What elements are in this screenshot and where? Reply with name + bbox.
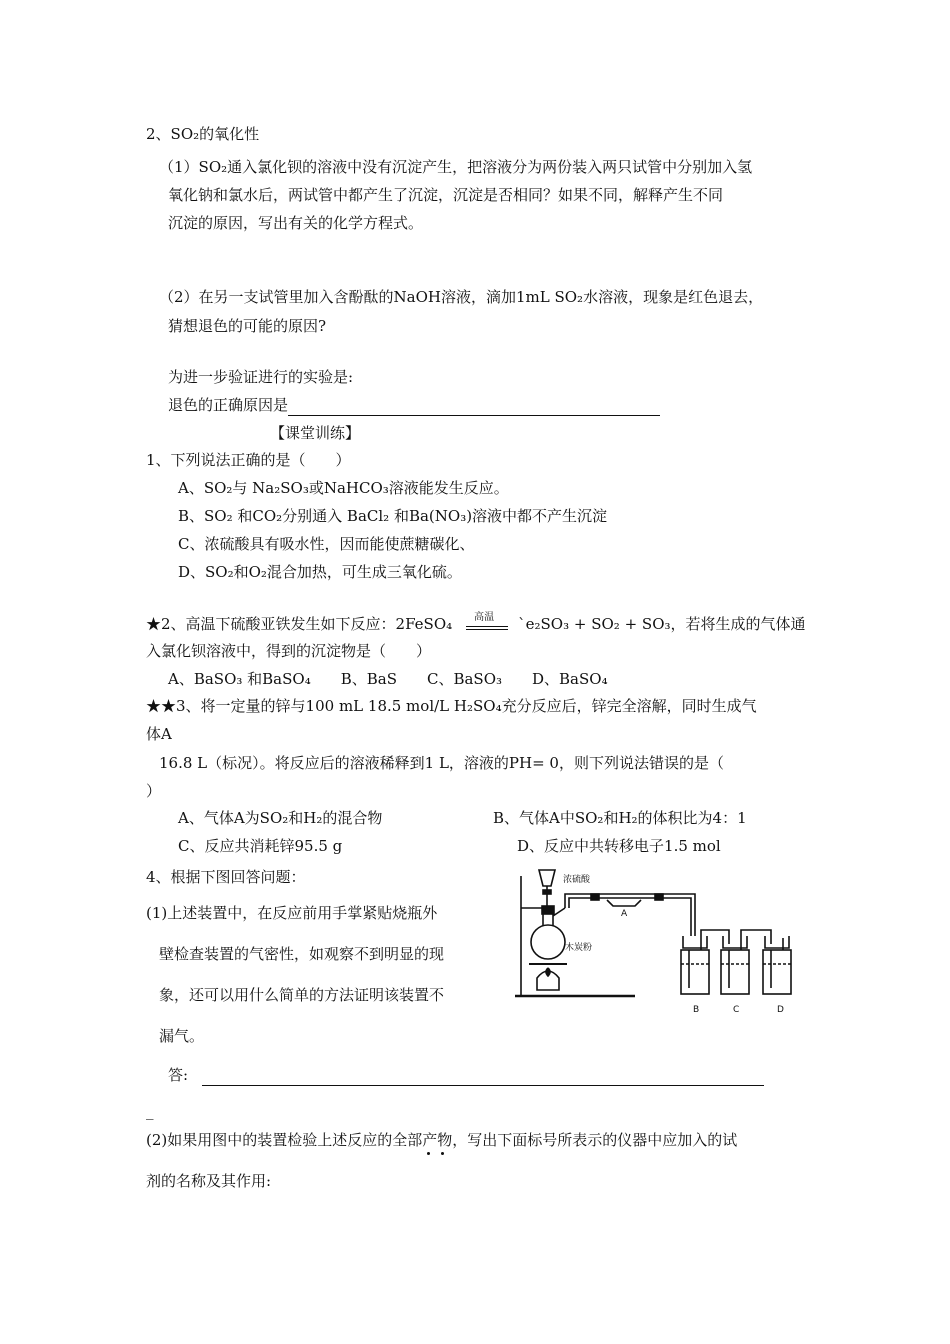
q2-reason-label: 退色的正确原因是 [168, 396, 289, 414]
q1-line-2: 氧化钠和氯水后，两试管中都产生了沉淀，沉淀是否相同？如果不同，解释产生不同 [168, 186, 724, 204]
t1-option-d: D、SO₂和O₂混合加热，可生成三氧化硫。 [178, 563, 462, 581]
label-c: C [733, 1005, 740, 1015]
q2-reason-blank[interactable] [288, 397, 660, 416]
t1-option-a: A、SO₂与 Na₂SO₃或NaHCO₃溶液能发生反应。 [178, 479, 509, 497]
round-bottom-flask [531, 906, 565, 959]
separatory-funnel [539, 870, 555, 910]
t4-p1-line-1: (1)上述装置中，在反应前用手掌紧贴烧瓶外 [146, 904, 438, 922]
t3-line-3: 16.8 L（标况）。将反应后的溶液稀释到1 L，溶液的PH= 0，则下列说法错误的是（ [159, 754, 724, 772]
alcohol-lamp [529, 964, 567, 990]
t4-p2-line-1: (2)如果用图中的装置检验上述反应的全部产物，写出下面标号所表示的仪器中应加入的试 [146, 1131, 738, 1149]
condition-label: 高温 [474, 612, 495, 623]
label-acid: 浓硫酸 [563, 875, 591, 885]
t2-stem-line-1 [146, 613, 806, 635]
apparatus-diagram [515, 868, 811, 1018]
section-title: 2、SO₂的氧化性 [146, 125, 260, 143]
answer-blank[interactable] [202, 1067, 764, 1086]
t1-option-b: B、SO₂ 和CO₂分别通入 BaCl₂ 和Ba(NO₃)溶液中都不产生沉淀 [178, 507, 608, 525]
answer-label: 答: [168, 1066, 189, 1084]
label-a: A [621, 909, 628, 919]
q2-line-1: （2）在另一支试管里加入含酚酞的NaOH溶液，滴加1mL SO₂水溶液，现象是红色退去， [159, 288, 764, 306]
t3-line-4: ） [146, 782, 162, 800]
t4-p1-line-3: 象，还可以用什么简单的方法证明该装置不 [159, 986, 445, 1004]
q2-line-2: 猜想退色的可能的原因? [168, 317, 327, 335]
t3-option-b: B、气体A中SO₂和H₂的体积比为4：1 [493, 809, 747, 827]
t3-line-2: 体A [146, 725, 172, 743]
t2-stem-before: ★2、高温下硫酸亚铁发生如下反应：2FeSO₄ [146, 615, 453, 633]
t2-stem-after: `e₂SO₃ + SO₂ + SO₃，若将生成的气体通 [518, 615, 806, 633]
label-b: B [693, 1005, 700, 1015]
delivery-tube [565, 894, 695, 936]
label-d: D [777, 1005, 784, 1015]
t4-p1-line-2: 壁检查装置的气密性，如观察不到明显的现 [159, 945, 445, 963]
t4-p2-line-2: 剂的名称及其作用: [146, 1172, 272, 1190]
stray-dash: _ [146, 1102, 154, 1120]
label-carbon: 木炭粉 [565, 943, 593, 953]
q1-line-1: （1）SO₂通入氯化钡的溶液中没有沉淀产生，把溶液分为两份装入两只试管中分别加入氢 [159, 158, 753, 176]
t3-option-d: D、反应中共转移电子1.5 mol [517, 837, 721, 855]
t3-option-a: A、气体A为SO₂和H₂的混合物 [178, 809, 383, 827]
q2-reason-row [168, 394, 660, 416]
reaction-condition-arrow [466, 613, 518, 635]
t4-answer-row [168, 1064, 764, 1086]
t3-option-c: C、反应共消耗锌95.5 g [178, 837, 343, 855]
t1-option-c: C、浓硫酸具有吸水性，因而能使蔗糖碳化、 [178, 535, 475, 553]
training-heading: 【课堂训练】 [270, 424, 361, 442]
t3-line-1: ★★3、将一定量的锌与100 mL 18.5 mol/L H₂SO₄充分反应后，锌完全溶解，同时生成气 [146, 697, 757, 715]
q1-line-3: 沉淀的原因，写出有关的化学方程式。 [168, 214, 424, 232]
t2-stem-line-2: 入氯化钡溶液中，得到的沉淀物是（ ） [146, 642, 432, 660]
t1-stem: 1、下列说法正确的是（ ） [146, 451, 351, 469]
wash-bottles [681, 930, 791, 994]
t2-options: A、BaSO₃ 和BaSO₄ B、BaS C、BaSO₃ D、BaSO₄ [168, 670, 608, 688]
emphasis-dots [427, 1152, 447, 1156]
q2-verify: 为进一步验证进行的实验是: [168, 368, 354, 386]
t4-stem: 4、根据下图回答问题： [146, 868, 306, 886]
t4-p1-line-4: 漏气。 [159, 1027, 205, 1045]
equilibrium-lines [466, 626, 508, 630]
